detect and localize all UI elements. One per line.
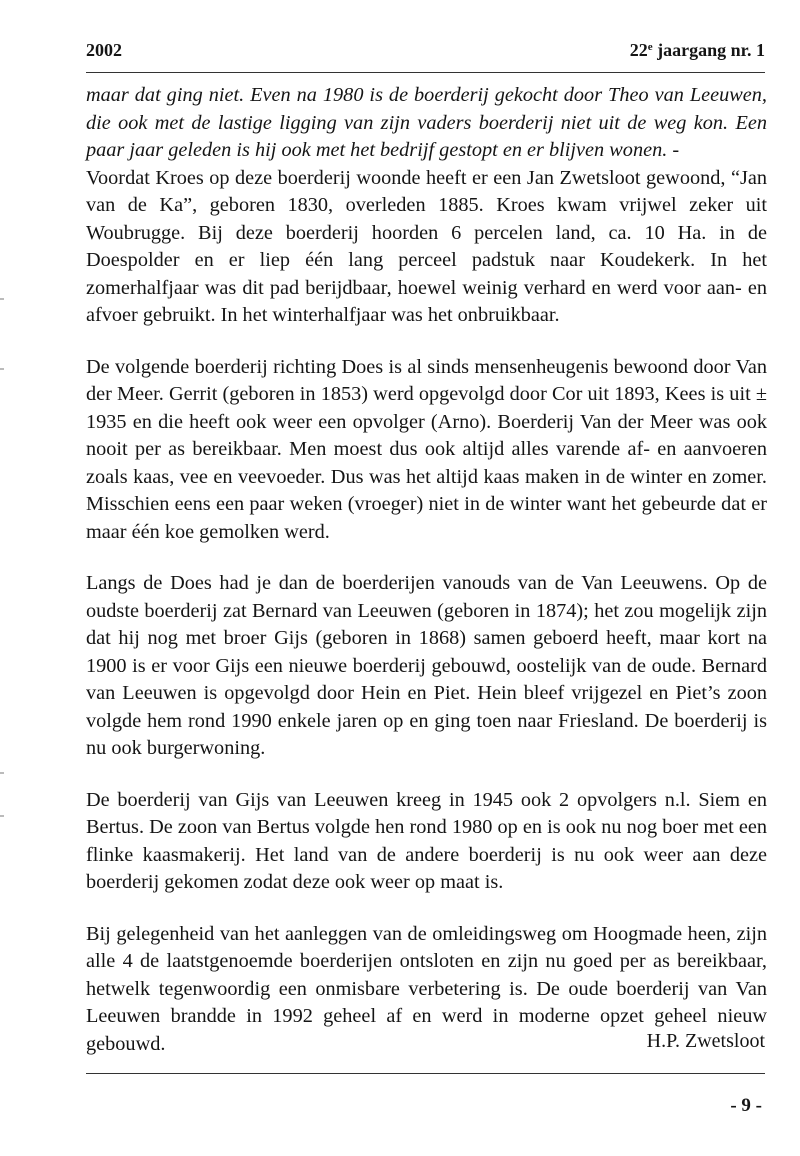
- scan-margin-mark: [0, 368, 4, 370]
- footer-rule: [86, 1073, 765, 1074]
- paragraph-gijs-van-leeuwen: De boerderij van Gijs van Leeuwen kreeg in 1945 ook 2 opvolgers n.l. Siem en Bertus. De zoon van Bertus volgde hen rond 1980 op en is ook nu nog boer met een flinke kaasmakerij. Het land van de andere boerderij is nu ook weer aan deze boerderij gekomen zodat deze ook weer op maat is.: [86, 788, 767, 893]
- scan-margin-mark: [0, 772, 4, 774]
- article-body: [86, 82, 767, 1058]
- paragraph-zwetsloot: Voordat Kroes op deze boerderij woonde heeft er een Jan Zwetsloot gewoond, “Jan van de Ka”, geboren 1830, overleden 1885. Kroes kwam vrijwel zeker uit Woubrugge. Bij deze boerderij hoorden 6 percelen land, ca. 10 Ha. in de Doespolder en er liep één lang perceel padstuk naar Koudekerk. In het zomerhalfjaar was dit pad berijdbaar, hoewel weinig verhard en werd voor aan- en afvoer gebruikt. In het winterhalfjaar was het onbruikbaar.: [86, 166, 767, 326]
- paragraph-intro-italic: maar dat ging niet. Even na 1980 is de boerderij gekocht door Theo van Leeuwen, die ook met de lastige ligging van zijn vaders boerderij niet uit de weg kon. Een paar jaar geleden is hij ook met het bedrijf gestopt en er blijven wonen. -: [86, 84, 767, 161]
- paragraph-omleidingsweg: Bij gelegenheid van het aanleggen van de omleidingsweg om Hoogmade heen, zijn alle 4 de laatstgenoemde boerderijen ontsloten en zijn nu goed per as bereikbaar, hetwelk tegenwoordig een onmisbare verbetering is. De oude boerderij van Van Leeuwen brandde in 1992 geheel af en werd in moderne opzet geheel nieuw gebouwd.: [86, 922, 767, 1055]
- header-year: 2002: [86, 40, 122, 60]
- page-number: - 9 -: [730, 1095, 762, 1116]
- author-signature: H.P. Zwetsloot: [646, 1030, 765, 1052]
- page-header: [86, 40, 765, 68]
- issue-superscript: e: [647, 41, 653, 53]
- scan-margin-mark: [0, 298, 4, 300]
- issue-number: 22: [629, 40, 648, 60]
- header-rule: [86, 72, 765, 73]
- issue-label: jaargang nr. 1: [652, 40, 765, 60]
- paragraph-van-leeuwens: Langs de Does had je dan de boerderijen vanouds van de Van Leeuwens. Op de oudste boerderij zat Bernard van Leeuwen (geboren in 1874); het zou mogelijk zijn dat hij nog met broer Gijs (geboren in 1868) samen geboerd heeft, maar kort na 1900 is er voor Gijs een nieuwe boerderij gebouwd, oostelijk van de oude. Bernard van Leeuwen is opgevolgd door Hein en Piet. Hein bleef vrijgezel en Piet’s zoon volgde hem rond 1990 enkele jaren op en ging toen naar Friesland. De boerderij is nu ook burgerwoning.: [86, 572, 767, 759]
- paragraph-van-der-meer: De volgende boerderij richting Does is al sinds mensenheugenis bewoond door Van der Meer. Gerrit (geboren in 1853) werd opgevolgd door Cor uit 1893, Kees is uit ± 1935 en die heeft ook weer een opvolger (Arno). Boerderij Van der Meer was ook nooit per as bereikbaar. Men moest dus ook altijd alles varende af- en aanvoeren zoals kaas, vee en veevoeder. Dus was het altijd kaas maken in de winter en zomer. Misschien eens een paar weken (vroeger) niet in de winter want het gebeurde dat er maar één koe gemolken werd.: [86, 355, 767, 543]
- scan-margin-mark: [0, 815, 4, 817]
- header-issue: [630, 40, 765, 61]
